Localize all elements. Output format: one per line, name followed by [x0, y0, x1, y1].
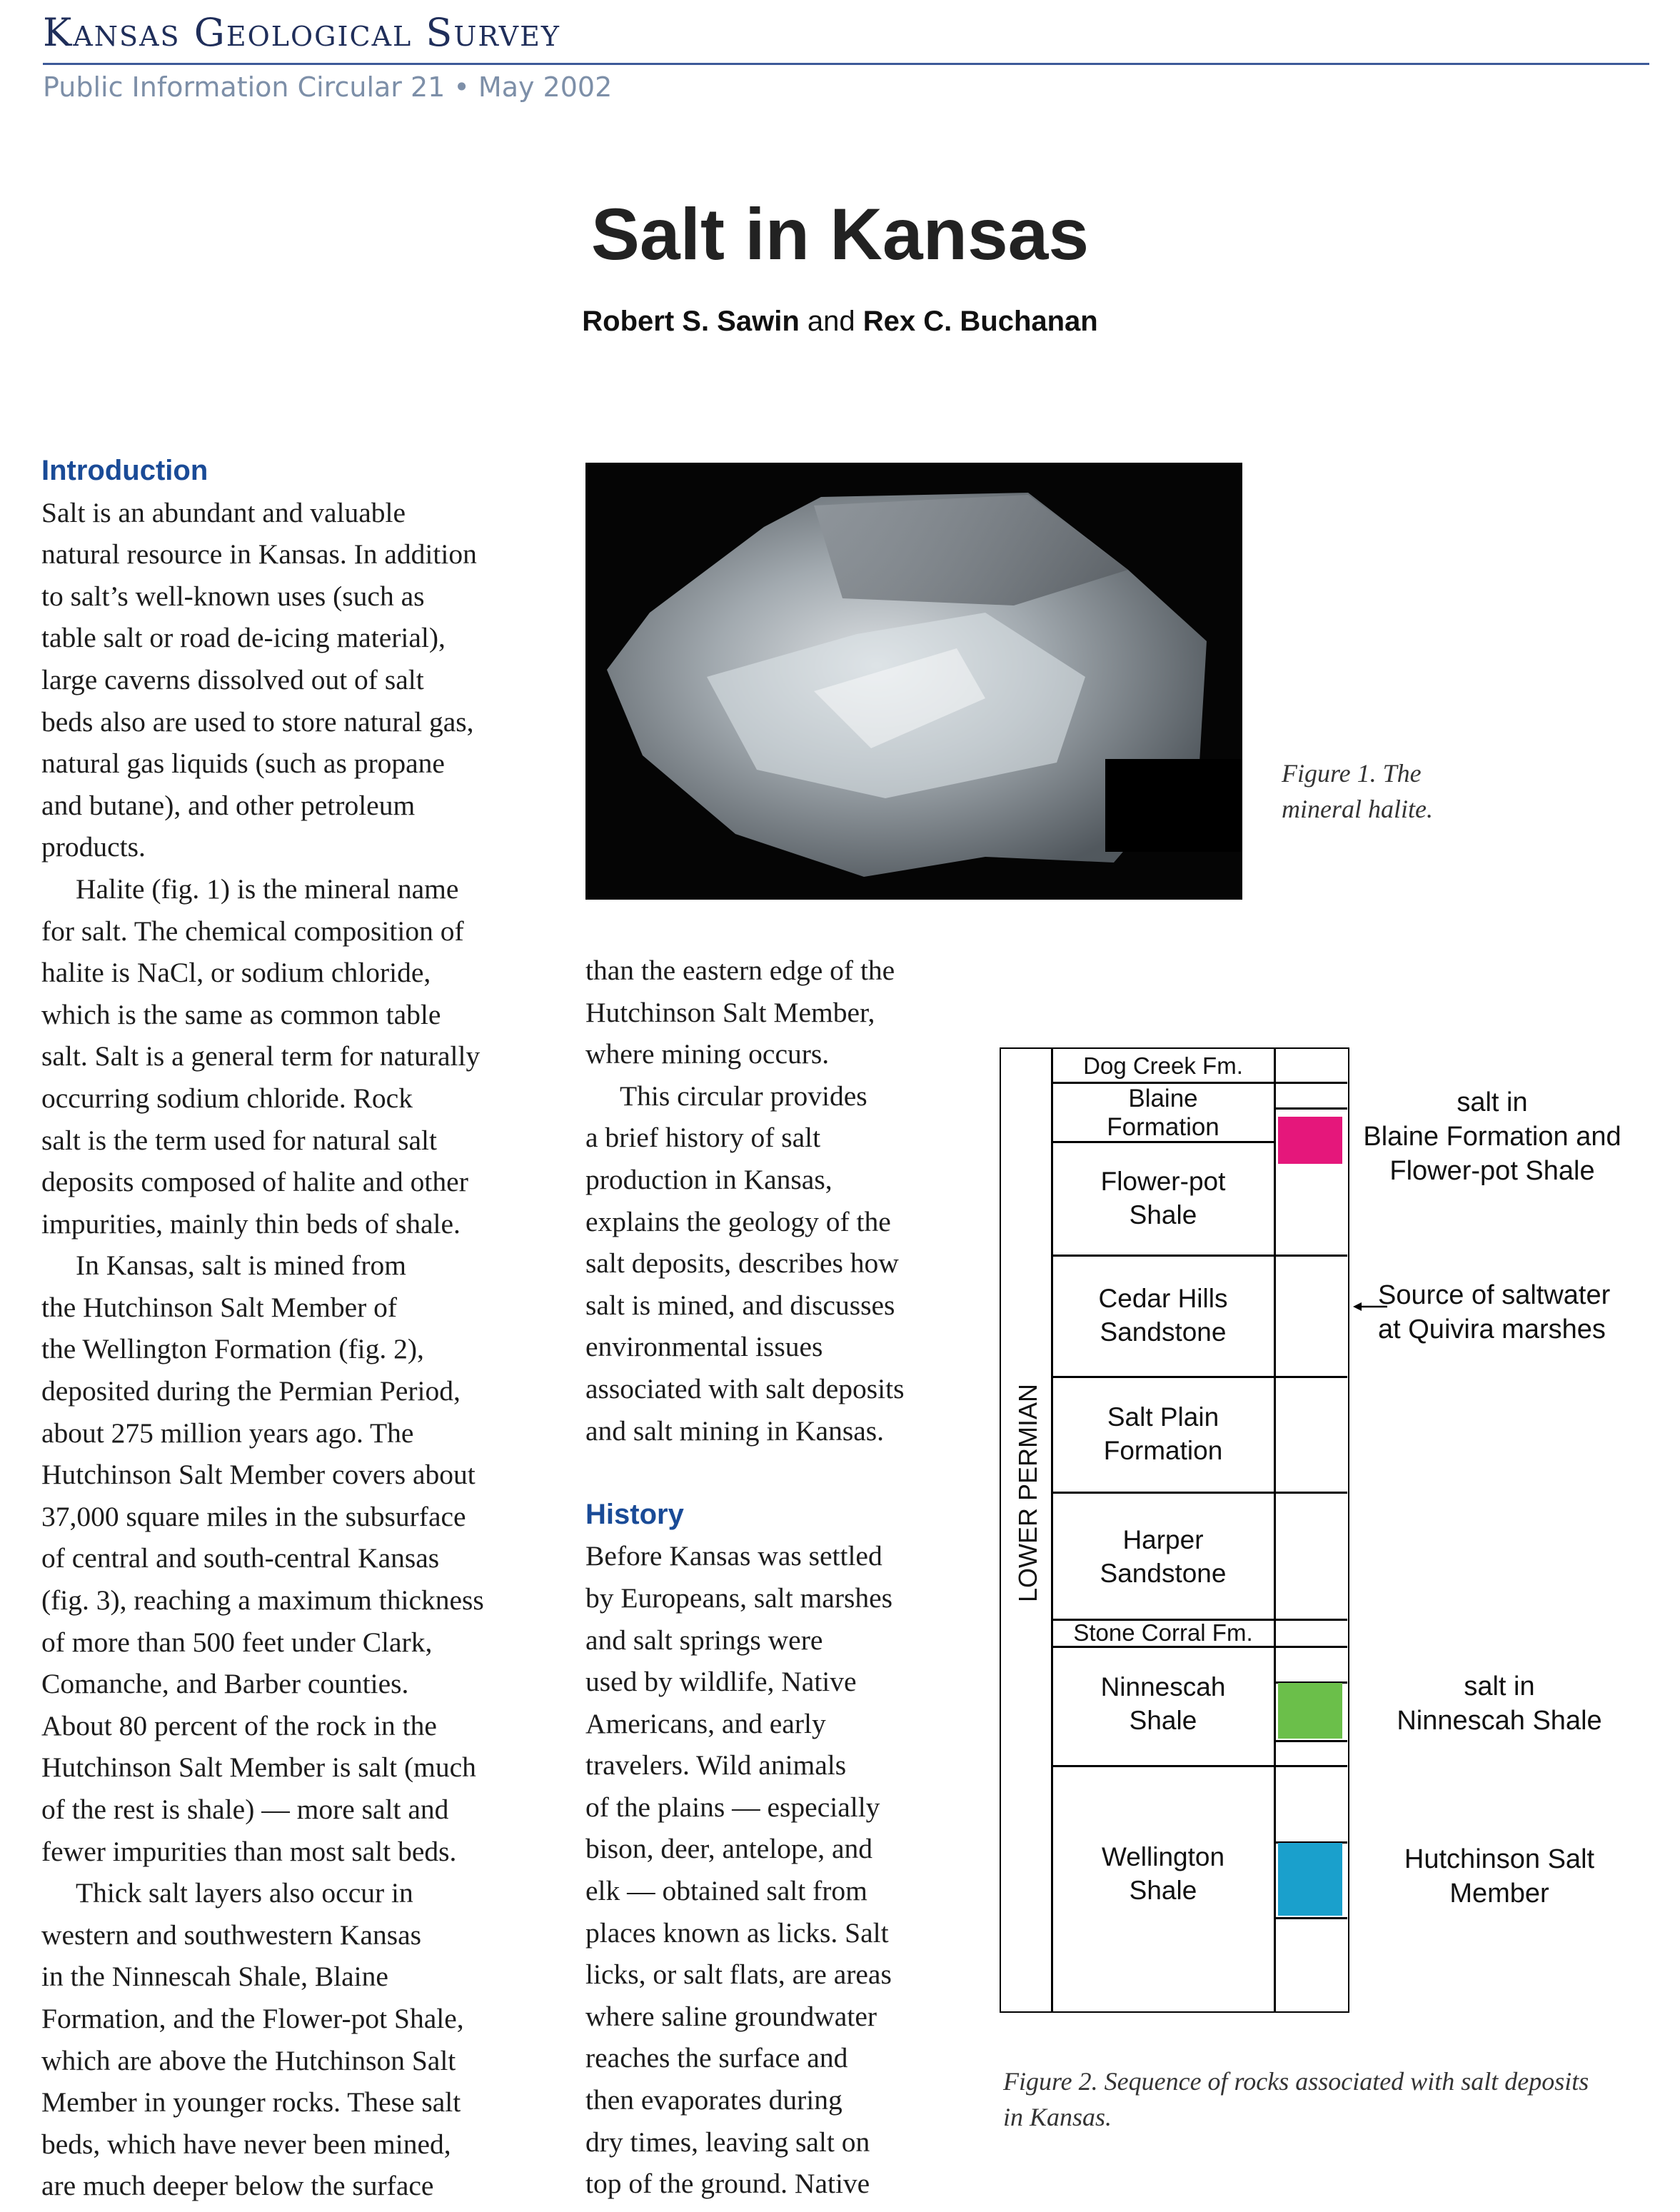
- text-line: used by wildlife, Native: [585, 1666, 857, 1698]
- text-line: Thick salt layers also occur in: [76, 1877, 413, 1909]
- text-line: Halite (fig. 1) is the mineral name: [76, 873, 459, 905]
- note-line: Hutchinson Salt: [1404, 1844, 1595, 1874]
- note-line: Ninnescah Shale: [1397, 1706, 1602, 1736]
- text-line: top of the ground. Native: [585, 2168, 870, 2200]
- text-line: Hutchinson Salt Member covers about: [41, 1459, 476, 1491]
- author-and: and: [807, 306, 855, 337]
- unit-flower-pot: [1052, 1165, 1274, 1232]
- text-line: In Kansas, salt is mined from: [76, 1250, 406, 1282]
- text-line: large caverns dissolved out of salt: [41, 663, 424, 695]
- section-heading-history: History: [585, 1498, 684, 1530]
- salt-boundary: [1274, 1107, 1347, 1110]
- text-line: and butane), and other petroleum: [41, 789, 416, 821]
- text-line: where mining occurs.: [585, 1038, 830, 1070]
- text-line: a brief history of salt: [585, 1122, 821, 1154]
- text-line: the Hutchinson Salt Member of: [41, 1291, 398, 1323]
- note-line: Flower-pot Shale: [1389, 1156, 1595, 1186]
- note-quivira: [1378, 1278, 1635, 1347]
- text-line: travelers. Wild animals: [585, 1749, 847, 1781]
- unit-label-line: Shale: [1129, 1706, 1197, 1735]
- unit-blaine: [1052, 1085, 1274, 1142]
- text-line: explains the geology of the: [585, 1205, 891, 1237]
- note-ninnescah-salt: [1357, 1669, 1642, 1738]
- author-2: Rex C. Buchanan: [862, 306, 1098, 337]
- unit-label-line: Flower-pot: [1100, 1167, 1226, 1196]
- note-line: Member: [1449, 1879, 1549, 1909]
- text-line: bison, deer, antelope, and: [585, 1833, 873, 1865]
- unit-label-line: Shale: [1129, 1200, 1197, 1230]
- text-line: Member in younger rocks. These salt: [41, 2086, 461, 2118]
- header-rule: [43, 63, 1649, 65]
- section-heading-introduction: Introduction: [41, 455, 208, 486]
- unit-harper: [1052, 1523, 1274, 1590]
- age-label-lower-permian: LOWER PERMIAN: [1013, 1383, 1042, 1603]
- unit-label-line: Formation: [1103, 1436, 1223, 1465]
- unit-boundary: [1051, 1765, 1347, 1767]
- text-line: for salt. The chemical composition of: [41, 915, 464, 947]
- note-hutchinson-salt: [1357, 1842, 1642, 1911]
- unit-ninnescah: [1052, 1670, 1274, 1737]
- text-line: places known as licks. Salt: [585, 1916, 889, 1949]
- text-line: deposits composed of halite and other: [41, 1166, 468, 1198]
- text-line: environmental issues: [585, 1331, 823, 1363]
- unit-boundary: [1051, 1492, 1347, 1494]
- text-line: which is the same as common table: [41, 998, 441, 1030]
- unit-label-line: Blaine: [1128, 1085, 1198, 1112]
- text-line: of central and south-central Kansas: [41, 1542, 440, 1574]
- text-line: production in Kansas,: [585, 1163, 833, 1195]
- text-line: fewer impurities than most salt beds.: [41, 1835, 457, 1867]
- text-line: of more than 500 feet under Clark,: [41, 1626, 433, 1658]
- figure-1-caption: [1282, 755, 1496, 827]
- text-line: Hutchinson Salt Member is salt (much: [41, 1751, 476, 1784]
- text-line: Formation, and the Flower-pot Shale,: [41, 2002, 464, 2034]
- note-line: at Quivira marshes: [1378, 1314, 1606, 1344]
- unit-label-line: Shale: [1129, 1876, 1197, 1905]
- unit-boundary: [1051, 1646, 1347, 1648]
- text-line: where saline groundwater: [585, 2000, 877, 2032]
- text-line: deposited during the Permian Period,: [41, 1375, 461, 1407]
- halite-crystal-image: [585, 463, 1242, 900]
- text-line: by Europeans, salt marshes: [585, 1582, 893, 1614]
- text-line: licks, or salt flats, are areas: [585, 1959, 892, 1991]
- text-line: products.: [41, 831, 146, 863]
- text-line: western and southwestern Kansas: [41, 1919, 422, 1951]
- document-title: Salt in Kansas: [590, 193, 1090, 275]
- unit-cedar-hills: [1052, 1282, 1274, 1349]
- text-line: occurring sodium chloride. Rock: [41, 1082, 413, 1114]
- note-line: Source of saltwater: [1378, 1280, 1611, 1310]
- author-1: Robert S. Sawin: [582, 306, 800, 337]
- text-line: of the plains — especially: [585, 1791, 880, 1823]
- publisher-name: Kansas Geological Survey: [43, 10, 560, 55]
- text-line: natural resource in Kansas. In addition: [41, 538, 477, 570]
- text-line: impurities, mainly thin beds of shale.: [41, 1207, 461, 1240]
- caption-line: in Kansas.: [1003, 2103, 1112, 2131]
- figure-2-caption: [1003, 2063, 1646, 2135]
- text-line: beds also are used to store natural gas,: [41, 705, 474, 738]
- salt-boundary: [1274, 1740, 1347, 1742]
- caption-line: Figure 2. Sequence of rocks associated with salt deposits: [1003, 2067, 1589, 2096]
- text-line: Salt is an abundant and valuable: [41, 496, 406, 528]
- note-line: salt in: [1457, 1087, 1528, 1117]
- blaine-salt-swatch: [1278, 1117, 1342, 1164]
- unit-label-line: Harper: [1122, 1525, 1204, 1554]
- stratigraphic-column: [1000, 1047, 1349, 2013]
- text-line: than the eastern edge of the: [585, 955, 895, 986]
- text-line: and salt mining in Kansas.: [585, 1414, 884, 1447]
- unit-wellington: [1052, 1840, 1274, 1907]
- hutchinson-salt-swatch: [1278, 1843, 1342, 1916]
- salt-divider: [1274, 1047, 1276, 2013]
- text-line: (fig. 3), reaching a maximum thickness: [41, 1584, 484, 1617]
- column-1: [41, 450, 555, 2207]
- text-line: dry times, leaving salt on: [585, 2126, 870, 2158]
- text-line: and salt springs were: [585, 1624, 823, 1656]
- text-line: beds, which have never been mined,: [41, 2128, 451, 2160]
- caption-line: Figure 1. The: [1282, 759, 1422, 788]
- text-line: to salt’s well-known uses (such as: [41, 580, 425, 612]
- unit-boundary: [1051, 1376, 1347, 1378]
- unit-dog-creek: Dog Creek Fm.: [1083, 1052, 1243, 1079]
- text-line: Americans, and early: [585, 1707, 826, 1739]
- authors: [0, 306, 1680, 338]
- unit-label-line: Wellington: [1101, 1842, 1225, 1871]
- ninnescah-salt-swatch: [1278, 1683, 1342, 1739]
- note-line: salt in: [1464, 1671, 1535, 1701]
- spacer: [585, 1452, 985, 1494]
- left-arrow-icon: [1353, 1299, 1389, 1314]
- unit-boundary: [1051, 1255, 1347, 1257]
- text-line: halite is NaCl, or sodium chloride,: [41, 957, 431, 989]
- unit-boundary: [1051, 1082, 1347, 1084]
- text-line: Comanche, and Barber counties.: [41, 1668, 409, 1700]
- text-line: which are above the Hutchinson Salt: [41, 2044, 456, 2076]
- series-line: Public Information Circular 21 • May 2002: [43, 71, 613, 103]
- text-line: Before Kansas was settled: [585, 1540, 882, 1572]
- note-line: Blaine Formation and: [1363, 1122, 1621, 1152]
- text-line: salt. Salt is a general term for naturally: [41, 1040, 481, 1072]
- unit-label-line: Formation: [1107, 1113, 1219, 1141]
- text-line: in the Ninnescah Shale, Blaine: [41, 1961, 388, 1993]
- text-line: This circular provides: [620, 1080, 867, 1112]
- unit-salt-plain: [1052, 1400, 1274, 1467]
- text-line: then evaporates during: [585, 2084, 842, 2116]
- text-line: associated with salt deposits: [585, 1372, 905, 1404]
- text-line: 37,000 square miles in the subsurface: [41, 1500, 466, 1532]
- text-line: reaches the surface and: [585, 2042, 848, 2074]
- text-line: table salt or road de-icing material),: [41, 622, 446, 654]
- column-2: [585, 950, 985, 2205]
- unit-label-line: Sandstone: [1100, 1559, 1227, 1588]
- text-line: of the rest is shale) — more salt and: [41, 1794, 449, 1825]
- salt-boundary: [1274, 1917, 1347, 1919]
- text-line: salt deposits, describes how: [585, 1247, 899, 1280]
- unit-label-line: Sandstone: [1100, 1317, 1227, 1347]
- halite-photo: [585, 463, 1242, 900]
- text-line: are much deeper below the surface: [41, 2170, 434, 2202]
- unit-label-line: Salt Plain: [1107, 1402, 1219, 1432]
- unit-label-line: Ninnescah: [1100, 1672, 1226, 1701]
- text-line: Hutchinson Salt Member,: [585, 996, 875, 1028]
- unit-stone-corral: Stone Corral Fm.: [1073, 1619, 1253, 1646]
- text-line: salt is the term used for natural salt: [41, 1124, 437, 1156]
- text-line: about 275 million years ago. The: [41, 1417, 414, 1449]
- text-line: the Wellington Formation (fig. 2),: [41, 1333, 424, 1365]
- text-line: natural gas liquids (such as propane: [41, 748, 445, 780]
- unit-label-line: Cedar Hills: [1098, 1284, 1228, 1313]
- note-blaine-salt: [1342, 1085, 1642, 1188]
- text-line: salt is mined, and discusses: [585, 1289, 895, 1321]
- text-line: About 80 percent of the rock in the: [41, 1709, 437, 1741]
- text-line: elk — obtained salt from: [585, 1875, 867, 1907]
- caption-line: mineral halite.: [1282, 795, 1433, 823]
